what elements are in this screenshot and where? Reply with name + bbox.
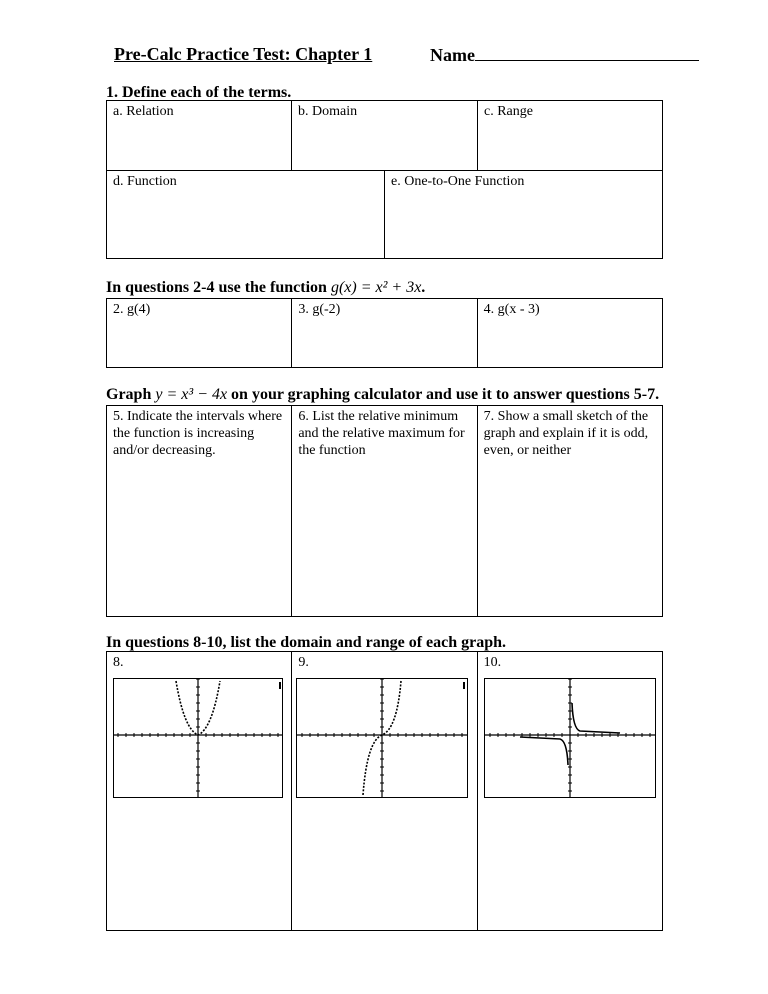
function-y: y = x³ − 4x <box>155 386 228 403</box>
graph-10-plot <box>485 679 655 797</box>
function-eval-table <box>106 298 663 368</box>
cell-q2[interactable]: 2. g(4) <box>107 299 292 368</box>
cell-q6[interactable]: 6. List the relative minimum and the relative maximum for the function <box>292 406 477 617</box>
cell-q3[interactable]: 3. g(-2) <box>292 299 477 368</box>
page-title: Pre-Calc Practice Test: Chapter 1 <box>114 44 373 64</box>
cell-q5[interactable]: 5. Indicate the intervals where the function is increasing and/or decreasing. <box>107 406 292 617</box>
section4-heading: In questions 8-10, list the domain and range of each graph. <box>106 634 507 651</box>
cell-q9[interactable]: 9. <box>292 652 477 931</box>
graph-10-screen <box>484 678 656 798</box>
name-field[interactable] <box>430 44 699 66</box>
graphing-table <box>106 405 663 617</box>
cell-domain[interactable]: b. Domain <box>292 101 478 171</box>
graph-8-plot <box>114 679 282 797</box>
section3-heading: Graph y = x³ − 4x on your graphing calculator and use it to answer questions 5-7. <box>106 386 660 403</box>
section2-heading: In questions 2-4 use the function g(x) = x² + 3x. <box>106 279 426 296</box>
graph-9-screen <box>296 678 468 798</box>
cell-q4[interactable]: 4. g(x - 3) <box>477 299 662 368</box>
cell-q10[interactable]: 10. <box>477 652 662 931</box>
cell-one-to-one[interactable]: e. One-to-One Function <box>385 171 663 259</box>
graph-8-screen <box>113 678 283 798</box>
name-label: Name <box>430 45 475 65</box>
cell-relation[interactable]: a. Relation <box>107 101 292 171</box>
name-underline[interactable] <box>475 44 699 61</box>
section1-heading: 1. Define each of the terms. <box>106 84 292 101</box>
cell-q7[interactable]: 7. Show a small sketch of the graph and explain if it is odd, even, or neither <box>477 406 662 617</box>
function-g: g(x) = x² + 3x <box>330 279 422 296</box>
cell-function[interactable]: d. Function <box>107 171 385 259</box>
definitions-table <box>106 100 663 259</box>
graph-9-plot <box>297 679 467 797</box>
cell-q8[interactable]: 8. <box>107 652 292 931</box>
cell-range[interactable]: c. Range <box>478 101 663 171</box>
